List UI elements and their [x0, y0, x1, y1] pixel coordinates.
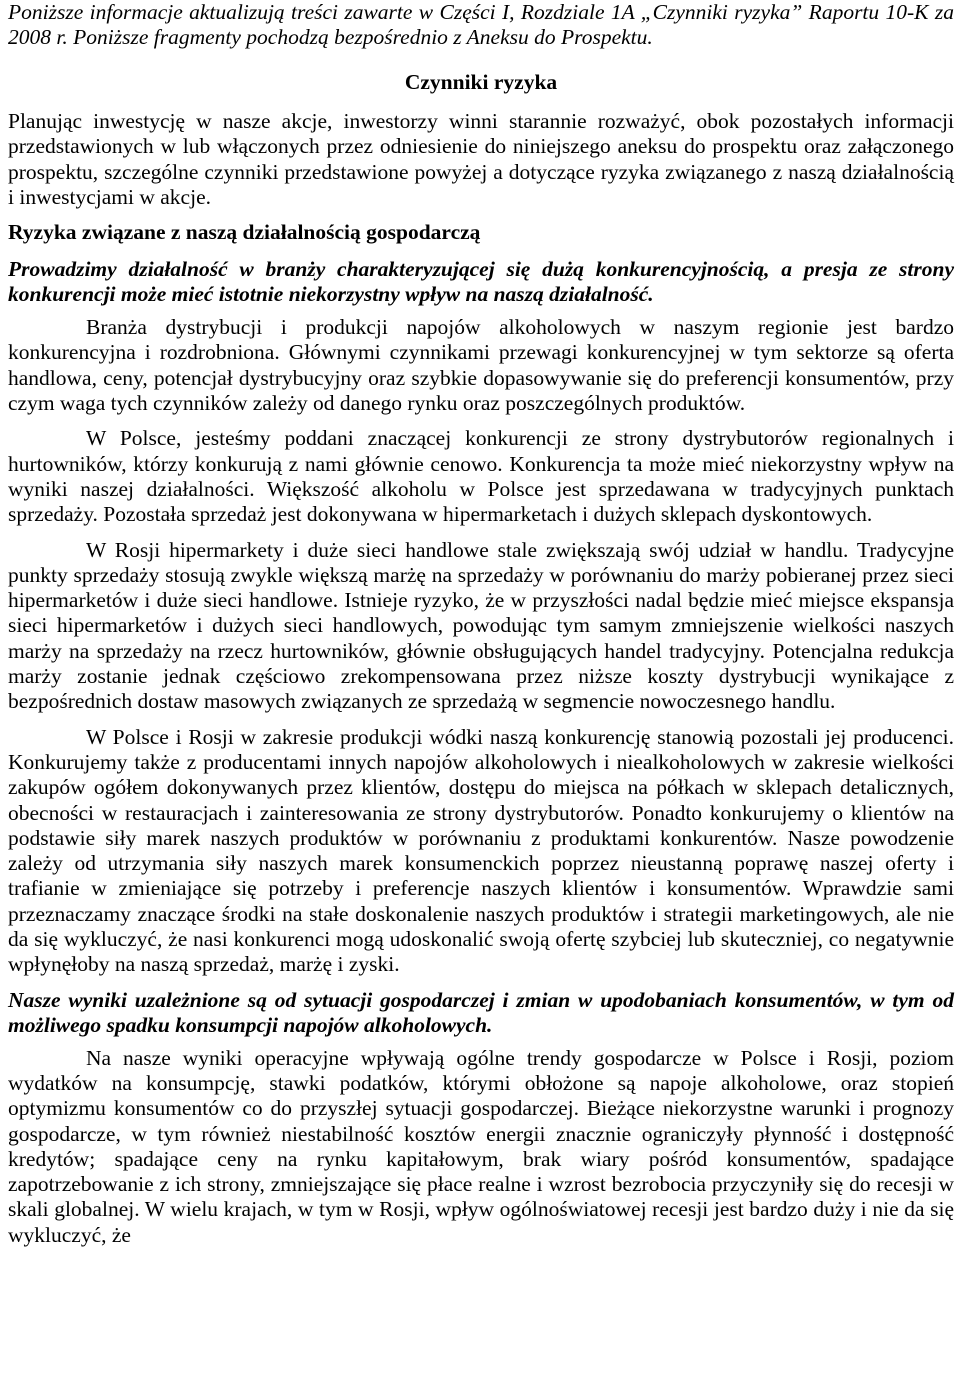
body-paragraph: Na nasze wyniki operacyjne wpływają ogólne trendy gospodarcze w Polsce i Rosji, poziom wydatków na konsumpcję, stawki podatków, którymi obłożone są napoje alkoholowe, oraz stopień optymizmu konsumentów co do przyszłej sytuacji gospodarczej. Bieżące niekorzystne warunki i prognozy gospodarcze, w tym również niestabilność kosztów energii znacznie ograniczyły płynność i dostępność kredytów; spadające ceny na rynku kapitałowym, brak wiary pośród konsumentów, spadające zapotrzebowanie z ich strony, zmniejszające się płace realne i wzrost bezrobocia przyczyniły się do recesji w skali globalnej. W wielu krajach, w tym w Rosji, wpływ ogólnoświatowej recesji jest bardzo duży i nie da się wykluczyć, że — [8, 1045, 954, 1247]
body-paragraph: W Rosji hipermarkety i duże sieci handlowe stale zwiększają swój udział w handlu. Tradycyjne punkty sprzedaży stosują zwykle większą marżę na sprzedaży w porównaniu do marży pobieranej przez sieci hipermarketów i duże sieci handlowe. Istnieje ryzyko, że w przyszłości nadal będzie mieć miejsce ekspansja sieci hipermarketów i dużych sieci handlowych, powodując tym samym zmniejszenie wielkości naszych marży na sprzedaży na rzecz hurtowników, głównie obsługujących handel tradycyjny. Potencjalna redukcja marży zostanie jednak częściowo zrekompensowana przez niższe koszty dystrybucji wynikające z bezpośrednich dostaw masowych związanych ze sprzedażą w segmencie nowoczesnego handlu. — [8, 537, 954, 714]
risk-heading-economy: Nasze wyniki uzależnione są od sytuacji gospodarczej i zmian w upodobaniach konsumentów, w tym od możliwego spadku konsumpcji napojów alkoholowych. — [8, 987, 954, 1037]
page-title: Czynniki ryzyka — [404, 70, 558, 94]
body-paragraph: W Polsce i Rosji w zakresie produkcji wódki naszą konkurencję stanowią pozostali jej producenci. Konkurujemy także z producentami innych napojów alkoholowych i niealkoholowych w zakresie wielkości zakupów ogółem dokonywanych przez klientów, dostępu do miejsca na półkach w sklepach detalicznych, obecności w restauracjach i zainteresowania ze strony dystrybutorów. Ponadto konkurujemy o klientów na podstawie siły marek naszych produktów w porównaniu z produktami konkurentów. Nasze powodzenie zależy od utrzymania siły naszych marek konsumenckich poprzez nieustanną poprawę naszej oferty i trafianie w zmieniające się potrzeby i preferencje naszych klientów i konsumentów. Wprawdzie sami przeznaczamy znaczące środki na stałe doskonalenie naszych produktów i strategii marketingowych, ale nie da się wykluczyć, że nasi konkurenci mogą udoskonalić swoją ofertę szybciej lub skuteczniej, co negatywnie wpłynęłoby na naszą sprzedaż, marżę i zyski. — [8, 724, 954, 977]
body-paragraph: Branża dystrybucji i produkcji napojów alkoholowych w naszym regionie jest bardzo konkurencyjna i rozdrobniona. Głównymi czynnikami przewagi konkurencyjnej w tym sektorze są oferta handlowa, ceny, potencjał dystrybucyjny oraz szybkie dopasowywanie się do preferencji konsumentów, przy czym waga tych czynników zależy od danego rynku oraz poszczególnych produktów. — [8, 315, 954, 416]
lead-paragraph: Planując inwestycję w nasze akcje, inwestorzy winni starannie rozważyć, obok pozostałych informacji przedstawionych w lub włączonych przez odniesienie do niniejszego aneksu do prospektu oraz załączonego prospektu, szczególne czynniki przedstawione powyżej a dotyczące ryzyka związanego z naszą działalnością i inwestycjami w akcje. — [8, 109, 954, 209]
section-heading: Ryzyka związane z naszą działalnością gospodarczą — [8, 220, 481, 245]
document-page — [8, 0, 954, 1248]
risk-heading-competition: Prowadzimy działalność w branży charakteryzującej się dużą konkurencyjnością, a presja ze strony konkurencji może mieć istotnie niekorzystny wpływ na naszą działalność. — [8, 257, 954, 307]
intro-note: Poniższe informacje aktualizują treści zawarte w Części I, Rozdziale 1A „Czynniki ryzyka” Raportu 10-K za 2008 r. Poniższe fragmenty pochodzą bezpośrednio z Aneksu do Prospektu. — [8, 0, 954, 49]
body-paragraph: W Polsce, jesteśmy poddani znaczącej konkurencji ze strony dystrybutorów regionalnych i hurtowników, którzy konkurują z nami głównie cenowo. Konkurencja ta może mieć niekorzystny wpływ na wyniki naszej działalności. Większość alkoholu w Polsce jest sprzedawana w tradycyjnych punktach sprzedaży. Pozostała sprzedaż jest dokonywana w hipermarketach i dużych sklepach dyskontowych. — [8, 426, 954, 527]
